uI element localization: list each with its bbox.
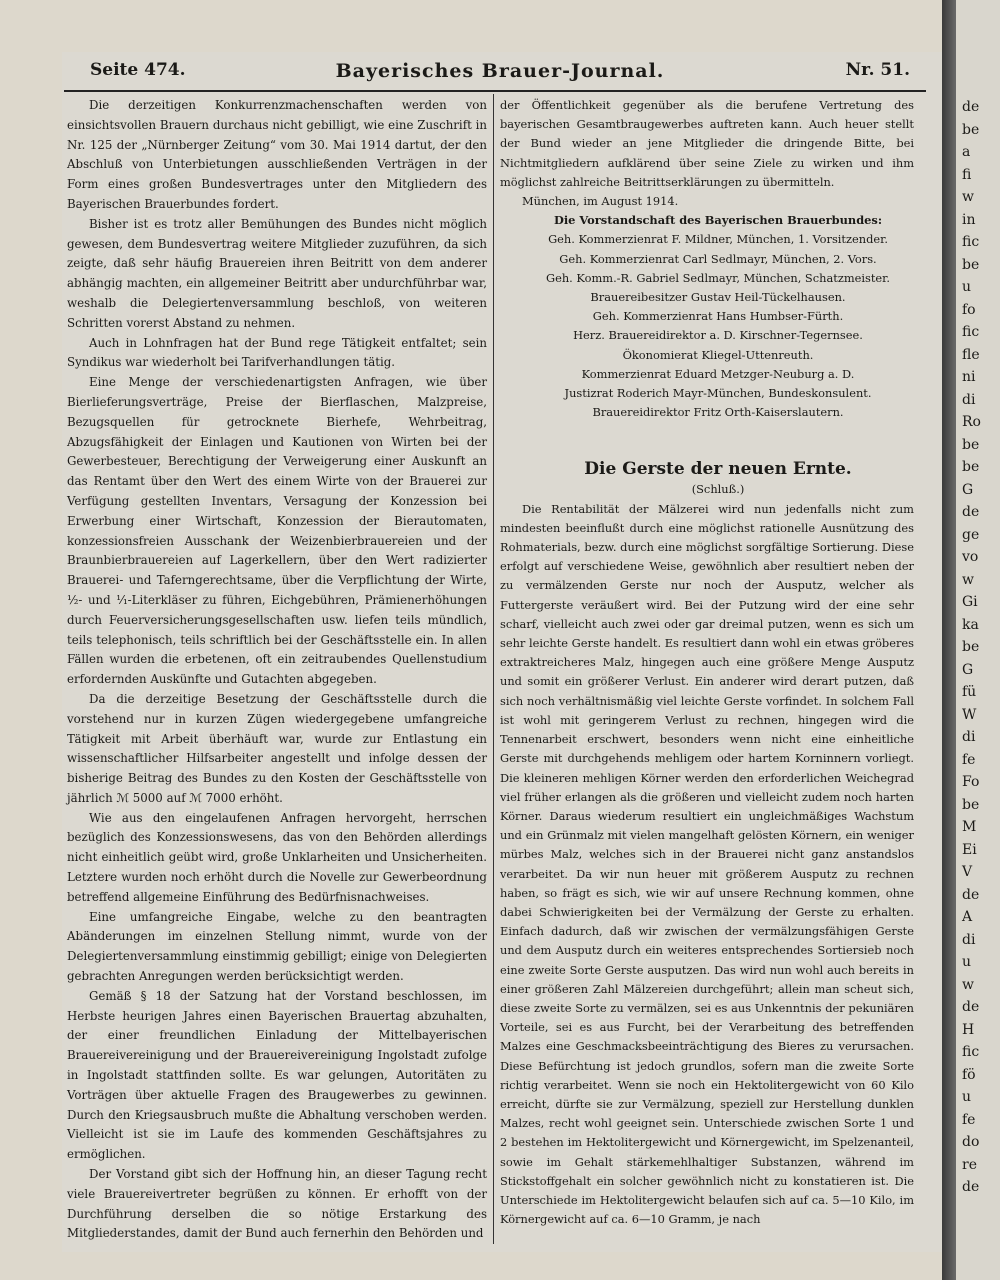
next-page-fragment: a bbox=[962, 144, 971, 160]
next-page-fragment: fo bbox=[962, 301, 976, 318]
article-subtitle: (Schluß.) bbox=[691, 482, 745, 497]
paragraph: der Öffentlichkeit gegenüber als die berufene Vertretung des bayerischen Gesamtbraugewerbes auftreten kann. Auch heuer stellt der Bund wieder an jene Mitglieder die dringende Bitte, bei Nichtmitgliedern aufklärend über seine Ziele zu wirken und ihm möglichst zahlreiche Beitrittserklärungen zu übermitteln. bbox=[500, 98, 914, 189]
next-page-fragment: di bbox=[962, 931, 976, 948]
paragraph: Da die derzeitige Besetzung der Geschäftsstelle durch die vorstehend nur in kurzen Zügen wiedergegebene umfangreiche Tätigkeit mit Arbeit überhäuft war, wurde zur Entlastung ein wissenschaftlicher Hilfsarbeiter angestellt und infolge dessen der bisherige Beitrag des Bundes zu den Kosten der Geschäftsstelle von jährlich ℳ 5000 auf ℳ 7000 erhöht. bbox=[67, 691, 487, 805]
next-page-fragment: ni bbox=[962, 369, 976, 385]
next-page-fragment: be bbox=[962, 796, 980, 813]
paragraph: Die derzeitigen Konkurrenzmachenschaften werden von einsichtsvollen Brauern durchaus nicht gebilligt, wie eine Zuschrift in Nr. 125 der „Nürnberger Zeitung“ vom 30. Mai 1914 dartut, der den Abschluß von Unterbietungen ausschließenden Verträgen in der Form eines großen Bundesvertrages unter den Mitgliedern des Bayerischen Brauerbundes fordert. bbox=[67, 98, 487, 211]
journal-title: Bayerisches Brauer-Journal. bbox=[335, 60, 665, 82]
next-page-fragment: fe bbox=[962, 1111, 976, 1128]
signatory-line: Kommerzienrat Eduard Metzger-Neuburg a. D. bbox=[581, 366, 855, 381]
signatory-line: Geh. Kommerzienrat F. Mildner, München, 1. Vorsitzender. bbox=[548, 232, 888, 247]
signatory-line: Brauereibesitzer Gustav Heil-Tückelhausen. bbox=[590, 290, 846, 305]
next-page-fragment: fic bbox=[962, 234, 980, 250]
dateline: München, im August 1914. bbox=[522, 194, 679, 209]
page-header bbox=[90, 60, 910, 86]
next-page-fragment: fü bbox=[962, 684, 977, 700]
next-page-fragment: Fo bbox=[962, 774, 980, 790]
next-page-fragment: Ei bbox=[962, 841, 977, 858]
next-page-fragment: de bbox=[962, 1179, 980, 1195]
next-page-fragment: be bbox=[962, 121, 980, 138]
signatory-line: Brauereidirektor Fritz Orth-Kaiserslautern. bbox=[592, 405, 844, 420]
page-number: Seite 474. bbox=[90, 60, 186, 80]
next-page-fragment: be bbox=[962, 639, 980, 655]
next-page-fragment: fi bbox=[962, 166, 972, 183]
next-page-fragment: u bbox=[962, 279, 972, 295]
paragraph: Gemäß § 18 der Satzung hat der Vorstand beschlossen, im Herbste heurigen Jahres einen Bayerischen Brauertag abzuhalten, der einer freundlichen Einladung der Mittelbayerischen Brauereivereinigung und der Brauereivereinigung Ingolstadt zufolge in Ingolstadt stattfinden sollte. Es war gelungen, Autoritäten zu Vorträgen über aktuelle Fragen des Braugewerbes zu gewinnen. Durch den Kriegsausbruch mußte die Abhaltung verschoben werden. Vielleicht ist sie im Laufe des kommenden Geschäftsjahres zu ermöglichen. bbox=[67, 988, 487, 1162]
page-gutter-shadow bbox=[942, 0, 956, 1280]
next-page-fragment: w bbox=[962, 189, 974, 205]
next-page-fragment: re bbox=[962, 1156, 977, 1173]
signatory-heading: Die Vorstandschaft des Bayerischen Brauerbundes: bbox=[553, 213, 883, 228]
next-page-fragment: fe bbox=[962, 751, 976, 768]
next-page-fragment: ge bbox=[962, 526, 980, 543]
paragraph: Die Rentabilität der Mälzerei wird nun jedenfalls nicht zum mindesten beeinflußt durch eine möglichst rationelle Ausnützung des Rohmaterials, bezw. durch eine möglichst sorgfältige Sortierung. Diese erfolgt auf verschiedene Weise, gewöhnlich aber resultiert neben der zu vermälzenden Gerste nur noch der Ausputz, welcher als Futtergerste veräußert wird. Bei der Putzung wird der eine sehr scharf, vielleicht auch zwei oder gar dreimal putzen, wenn es sich um sehr leichte Gerste handelt. Es resultiert dann wohl ein etwas gröberes extraktreicheres Malz, hingegen auch eine größere Menge Ausputz und somit ein größerer Verlust. Ein anderer wird derart putzen, daß sich noch verhältnismäßig viel leichte Gerste vorfindet. In solchem Fall ist wohl mit geringerem Verlust zu rechnen, hingegen wird die Tennenarbeit erschwert, besonders wenn nicht eine einheitliche Gerste mit durchgehends mehligem oder hartem Korninnern vorliegt. Die kleineren mehligen Körner werden den erforderlichen Weichegrad viel früher erlangen als die größeren und vielleicht zudem noch harten Körner. Daraus wiederum resultiert ein ungleichmäßiges Wachstum und ein Grünmalz mit vielen mangelhaft gelösten Körnern, ein weniger mürbes Malz, welches sich in der Brauerei nicht ganz anstandslos verarbeitet. Da wir nun heuer mit größerem Ausputz zu rechnen haben, so frägt es sich, wie wir auf unsere Rechnung kommen, ohne dabei Schwierigkeiten bei der Vermälzung der Gerste zu erhalten. Einfach dadurch, daß wir zwischen der vermälzungsfähigen Gerste und dem Ausputz durch ein weiteres entsprechendes Sortiersieb noch eine zweite Sorte Gerste ausputzen. Das wird nun wohl auch bereits in einer größeren Zahl Mälzereien durchgeführt; allein man scheut sich, diese zweite Sorte zu vermälzen, sei es aus Unkenntnis der pekuniären Vorteile, sei es aus Furcht, bei der Verarbeitung des betreffenden Malzes eine Geschmacksbeeinträchtigung des Bieres zu verursachen. Diese Befürchtung ist jedoch grundlos, sofern man die zweite Sorte richtig verarbeitet. Wenn sie noch ein Hektolitergewicht von 60 Kilo erreicht, dürfte sie zur Vermälzung, speziell zur Herstellung dunklen Malzes, recht wohl geeignet sein. Unterschiede zwischen Sorte 1 und 2 bestehen im Hektolitergewicht und Körnergewicht, im Spelzenanteil, sowie im Gehalt stärkemehlhaltiger Substanzen, während im Stickstoffgehalt ein solcher gewöhnlich nicht zu konstatieren ist. Die Unterschiede im Hektolitergewicht belaufen sich auf ca. 5—10 Kilo, im Körnergewicht auf ca. 6—10 Gramm, je nach bbox=[500, 501, 915, 1227]
next-page-fragment: H bbox=[962, 1021, 975, 1038]
signatory-line: Justizrat Roderich Mayr-München, Bundeskonsulent. bbox=[564, 386, 872, 401]
next-page-fragment: be bbox=[962, 459, 980, 475]
next-page-fragment: w bbox=[962, 571, 974, 588]
next-page-fragment: fic bbox=[962, 324, 980, 340]
next-page-fragment: w bbox=[962, 976, 974, 993]
next-page-fragment: W bbox=[962, 706, 977, 723]
paragraph: Eine umfangreiche Eingabe, welche zu den beantragten Abänderungen im einzelnen Stellung nimmt, wurde von der Delegiertenversammlung einstimmig gebilligt; einige von Delegierten gebrachten Anregungen werden berücksichtigt werden. bbox=[67, 909, 487, 984]
paragraph: Bisher ist es trotz aller Bemühungen des Bundes nicht möglich gewesen, dem Bundesvertrag weitere Mitglieder zuzuführen, da sich zeigte, daß sehr häufig Brauereien ihren Beitritt von dem anderer abhängig machten, ein allgemeiner Beitritt aber undurchführbar war, weshalb die Delegiertenversammlung beschloß, von weiteren Schritten vorerst Abstand zu nehmen. bbox=[67, 216, 487, 330]
next-page-fragment: u bbox=[962, 1089, 972, 1105]
next-page-fragment: G bbox=[962, 661, 974, 678]
next-page-fragment: de bbox=[962, 504, 980, 520]
next-page-fragment: fle bbox=[962, 346, 980, 363]
next-page-fragment: di bbox=[962, 391, 976, 408]
next-page-edge bbox=[956, 0, 1000, 1280]
article-title: Die Gerste der neuen Ernte. bbox=[584, 459, 852, 480]
paragraph: Wie aus den eingelaufenen Anfragen hervorgeht, herrschen bezüglich des Konzessionswesens, das von den Behörden allerdings nicht einheitlich geübt wird, große Unklarheiten und Unsicherheiten. Letztere wurden noch erhöht durch die Novelle zur Gewerbeordnung betreffend allgemeine Einführung des Bedürfnisnachweises. bbox=[67, 810, 487, 904]
next-page-fragment: Gi bbox=[962, 594, 978, 610]
next-page-fragment: di bbox=[962, 729, 976, 745]
signatory-line: Geh. Kommerzienrat Carl Sedlmayr, München, 2. Vors. bbox=[559, 251, 877, 266]
next-page-fragment: fö bbox=[962, 1066, 976, 1083]
column-divider bbox=[493, 94, 494, 1244]
next-page-fragment: A bbox=[962, 909, 973, 925]
right-column bbox=[500, 96, 914, 1229]
next-page-fragment: de bbox=[962, 886, 980, 903]
signatory-line: Geh. Komm.-R. Gabriel Sedlmayr, München, Schatzmeister. bbox=[545, 270, 890, 285]
next-page-fragment: do bbox=[962, 1134, 980, 1150]
next-page-fragment: de bbox=[962, 999, 980, 1015]
next-page-fragment: be bbox=[962, 256, 980, 273]
paragraph: Eine Menge der verschiedenartigsten Anfragen, wie über Bierlieferungsverträge, Preise der Bierflaschen, Malzpreise, Bezugsquellen für getrocknete Bierhefe, Wehrbeitrag, Abzugsfähigkeit der Einlagen und Kautionen von Wirten bei der Gewerbesteuer, Berechtigung der Verweigerung einer Auskunft an das Rentamt über den Wert des einem Wirte von der Brauerei zur Verfügung gestellten Inventars, Versagung der Konzession bei Erwerbung einer Wirtschaft, Konzession der Bierautomaten, konzessionsfreien Ausschank der Weizenbierbrauereien und der Braunbierbrauereien auf Lagerkellern, über den Wert radizierter Brauerei- und Taferngerechtsame, über die Verpflichtung der Wirte, ½- und ⅟₁-Literkläser zu führen, Eichgebühren, Prämienerhöhungen durch Feuerversicherungsgesellschaften usw. liefen teils mündlich, teils telephonisch, teils schriftlich bei der Geschäftsstelle ein. In allen Fällen wurden die erbetenen, oft ein zeitraubendes Quellenstudium erfordernden Auskünfte und Gutachten abgegeben. bbox=[67, 375, 487, 687]
header-rule bbox=[64, 90, 926, 92]
signatory-line: Ökonomierat Kliegel-Uttenreuth. bbox=[622, 347, 814, 362]
next-page-fragment: G bbox=[962, 481, 974, 498]
paragraph: Auch in Lohnfragen hat der Bund rege Tätigkeit entfaltet; sein Syndikus war wiederholt bei Tarifverhandlungen tätig. bbox=[67, 335, 487, 370]
signatory-line: Herz. Brauereidirektor a. D. Kirschner-Tegernsee. bbox=[573, 328, 863, 343]
next-page-fragment: ka bbox=[962, 616, 979, 633]
next-page-fragment: Ro bbox=[962, 414, 981, 430]
next-page-fragment: u bbox=[962, 954, 972, 970]
next-page-fragment: in bbox=[962, 211, 976, 228]
paragraph: Der Vorstand gibt sich der Hoffnung hin, an dieser Tagung recht viele Brauereivertreter begrüßen zu können. Er erhofft von der Durchführung derselben die so nötige Erstarkung des Mitgliederstandes, damit der Bund auch fernerhin den Behörden und bbox=[67, 1167, 487, 1241]
next-page-fragment: vo bbox=[962, 549, 979, 565]
next-page-fragment: fic bbox=[962, 1044, 980, 1060]
next-page-fragment: be bbox=[962, 436, 980, 453]
next-page-fragment: de bbox=[962, 99, 980, 115]
next-page-fragment: M bbox=[962, 819, 977, 835]
left-column bbox=[67, 96, 487, 1244]
signatory-line: Geh. Kommerzienrat Hans Humbser-Fürth. bbox=[592, 309, 844, 324]
next-page-fragment: V bbox=[962, 864, 973, 880]
issue-number: Nr. 51. bbox=[845, 60, 910, 80]
